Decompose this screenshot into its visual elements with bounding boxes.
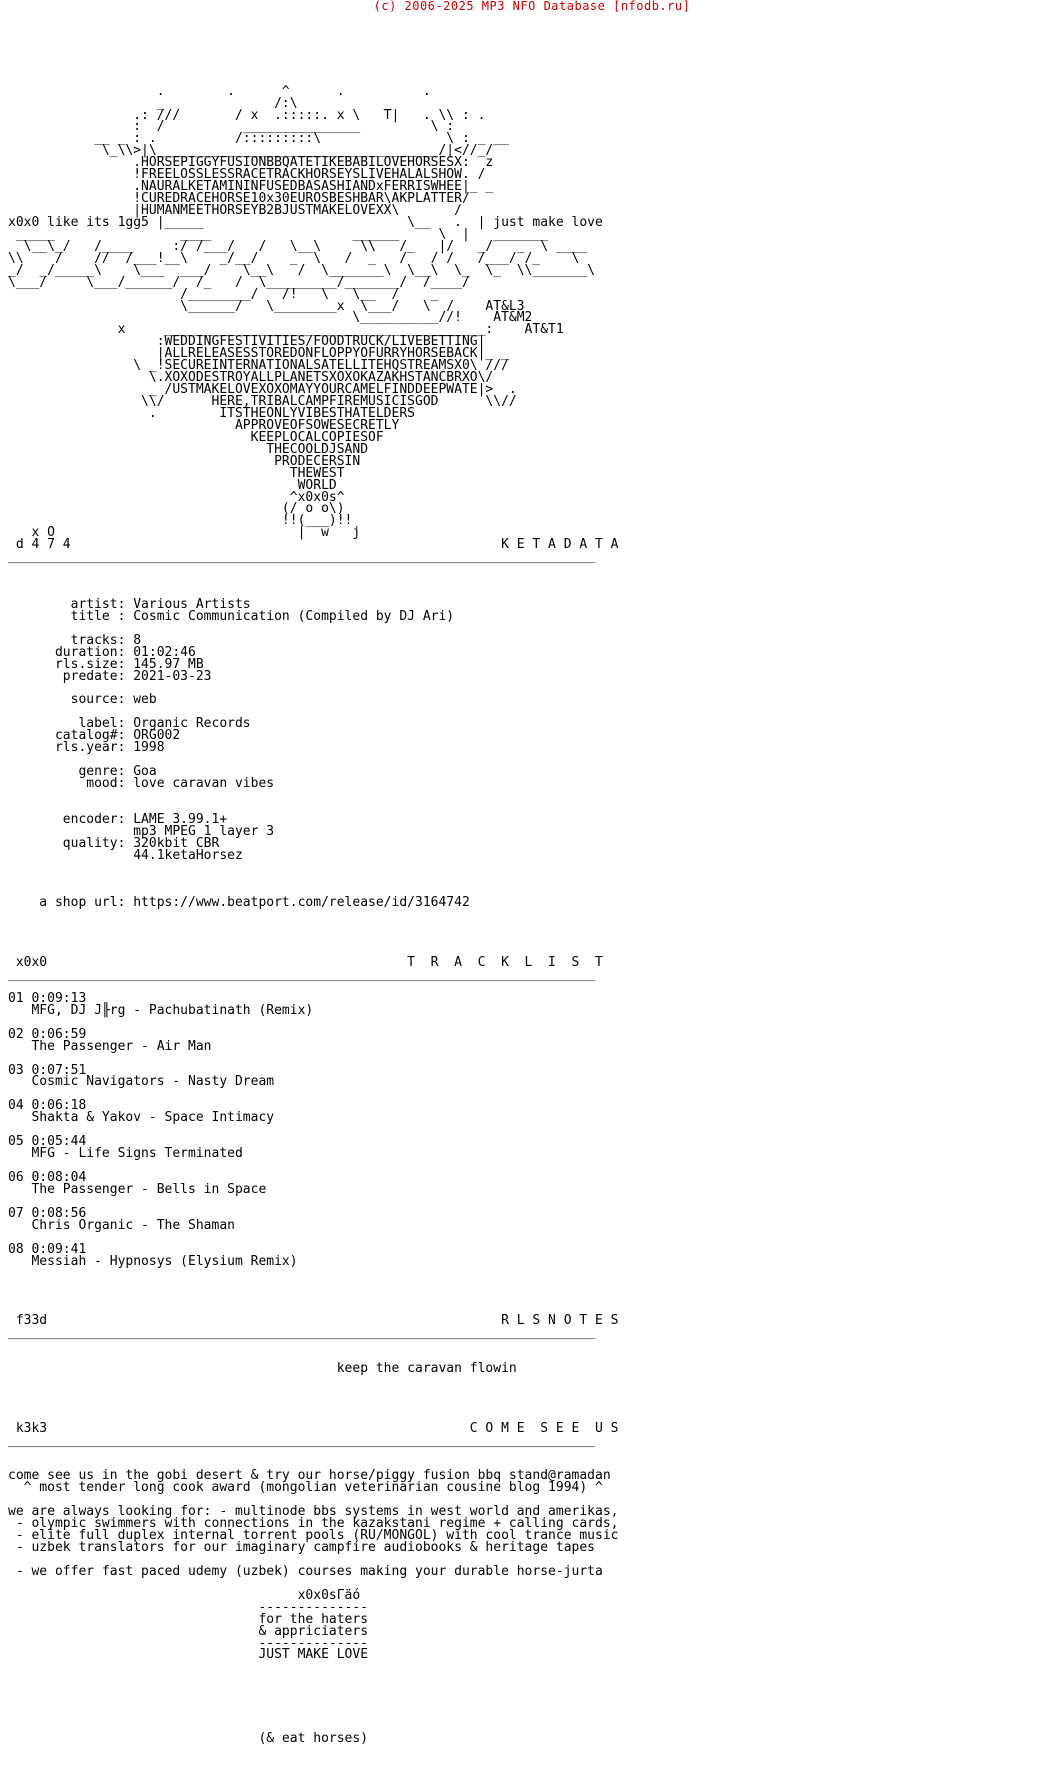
- nfo-line: .NAURALKETAMININFUSEDBASASHIANDxFERRISWHEE|_ _: [8, 179, 494, 195]
- nfo-line: _ /USTMAKELOVEXOXOMAYYOURCAMELFINDDEEPWATE|> .: [8, 382, 517, 398]
- nfo-line: Shakta & Yakov - Space Intimacy: [8, 1110, 275, 1126]
- nfo-line: 44.1ketaHorsez: [8, 847, 243, 863]
- nfo-line: d 4 7 4 K E T A D A T A: [8, 537, 619, 553]
- nfo-line: 04 0:06:18: [8, 1098, 87, 1114]
- nfo-line: --------------: [8, 1599, 369, 1615]
- nfo-line: 06 0:08:04: [8, 1169, 87, 1185]
- nfo-line: x0x0 like its 1gg5 |_____ \__ . | just make love: [8, 214, 603, 230]
- nfo-line: __ _ : . /:::::::::\ \ : _ __: [8, 131, 509, 147]
- nfo-line: Messiah - Hypnosys (Elysium Remix): [8, 1253, 298, 1269]
- nfo-line: PRODECERSIN: [8, 453, 361, 469]
- nfo-line: come see us in the gobi desert & try our horse/piggy fusion bbq stand@ramadan: [8, 1468, 611, 1484]
- nfo-line: (/ o o\): [8, 501, 345, 517]
- nfo-line: _____ ____ ______ \ | _______: [8, 226, 549, 242]
- nfo-line: \__\_/ /____ :/ /___/ / \__\ \\ /_ |/ _/ _ \ ____: [8, 238, 588, 254]
- nfo-line: \\/ HERE,TRIBALCAMPFIREMUSICISGOD \\//: [8, 394, 517, 409]
- nfo-line: quality: 320kbit CBR: [8, 835, 220, 851]
- nfo-line: label: Organic Records: [8, 716, 251, 732]
- nfo-line: encoder: LAME 3.99.1+: [8, 811, 228, 827]
- nfo-line: catalog#: ORG002: [8, 728, 181, 744]
- nfo-line: 05 0:05:44: [8, 1134, 87, 1150]
- nfo-line: (& eat horses): [8, 1731, 369, 1746]
- nfo-line: :WEDDINGFESTIVITIES/FOODTRUCK/LIVEBETTING|: [8, 334, 486, 350]
- nfo-line: ___________________________________________________________________________: [8, 549, 595, 565]
- nfo-line: - elite full duplex internal torrent pools (RU/MONGOL) with cool trance music: [8, 1528, 619, 1544]
- nfo-line: artist: Various Artists: [8, 596, 251, 612]
- nfo-line: The Passenger - Bells in Space: [8, 1181, 267, 1197]
- nfo-line: 03 0:07:51: [8, 1062, 87, 1078]
- nfo-line: tracks: 8: [8, 632, 142, 648]
- nfo-line: --------------: [8, 1635, 369, 1651]
- nfo-line: THEWEST: [8, 465, 345, 481]
- nfo-line: - uzbek translators for our imaginary campfire audiobooks & heritage tapes: [8, 1540, 595, 1555]
- nfo-line: 07 0:08:56: [8, 1205, 87, 1221]
- nfo-line: a shop url: https://www.beatport.com/release/id/3164742: [8, 895, 470, 911]
- nfo-line: x0x0 T R A C K L I S T: [8, 955, 603, 971]
- nfo-line: /________/ /! \ \__ / _: [8, 286, 439, 302]
- nfo-line: !!(___)!!: [8, 513, 353, 529]
- nfo-line: JUST MAKE LOVE: [8, 1647, 369, 1663]
- nfo-line: - we offer fast paced udemy (uzbek) courses making your durable horse-jurta: [8, 1563, 603, 1579]
- nfo-line: _ /:\ _: [8, 95, 392, 111]
- nfo-line: 02 0:06:59: [8, 1026, 87, 1042]
- nfo-line: mp3 MPEG 1 layer 3: [8, 823, 275, 839]
- nfo-line: ___________________________________________________________________________: [8, 1325, 595, 1341]
- nfo-line: WORLD: [8, 477, 337, 493]
- nfo-line: : / _______________ \ :: [8, 119, 455, 135]
- nfo-line: ___________________________________________________________________________: [8, 1432, 595, 1448]
- nfo-line: for the haters: [8, 1611, 369, 1627]
- nfo-line: \.XOXODESTROYALLPLANETSXOXOKAZAKHSTANCBRXO\/: [8, 370, 494, 386]
- nfo-line: .: /// / x .:::::. x \ T| . \\ : .: [8, 107, 486, 123]
- nfo-line: 08 0:09:41: [8, 1241, 87, 1257]
- nfo-line: KEEPLOCALCOPIESOF: [8, 429, 384, 445]
- nfo-line: . . ^ . .: [8, 83, 431, 99]
- nfo-line: The Passenger - Air Man: [8, 1038, 212, 1054]
- nfo-line: |HUMANMEETHORSEYB2BJUSTMAKELOVEXX\ /: [8, 203, 462, 218]
- nfo-line: \______/ \________x \___/ \ / AT&L3: [8, 298, 525, 314]
- nfo-line: source: web: [8, 692, 157, 708]
- nfo-line: predate: 2021-03-23: [8, 668, 212, 684]
- nfo-line: genre: Goa: [8, 764, 157, 780]
- nfo-line: ^ most tender long cook award (mongolian veterinarian cousine blog 1994) ^: [8, 1480, 603, 1496]
- nfo-line: . ITSTHEONLYVIBESTHATELDERS: [8, 405, 415, 421]
- nfo-line: |ALLRELEASESSTOREDONFLOPPYOFURRYHORSEBACK|_ _: [8, 346, 509, 362]
- nfo-line: .HORSEPIGGYFUSIONBBQATETIKEBABILOVEHORSESX: z: [8, 155, 494, 171]
- nfo-line: x0x0sГäó: [8, 1587, 361, 1603]
- nfo-line: ^x0x0s^: [8, 489, 345, 505]
- nfo-line: rls.size: 145.97 MB: [8, 656, 204, 672]
- nfo-line: x O | w j: [8, 525, 361, 541]
- nfo-line: \__________//! AT&M2: [8, 310, 533, 326]
- nfo-line: \\ / // /___!__\ _/__/ _ \ / _ / / / /___/ /_ \: [8, 250, 580, 266]
- nfo-line: APPROVEOFSOWESECRETLY: [8, 417, 400, 433]
- nfodb-copyright-banner: (c) 2006-2025 MP3 NFO Database [nfodb.ru]: [373, 0, 691, 13]
- nfo-line: rls.year: 1998: [8, 740, 165, 756]
- nfo-line: MFG, DJ J╟rg - Pachubatinath (Remix): [8, 1002, 314, 1018]
- nfo-line: Cosmic Navigators - Nasty Dream: [8, 1074, 275, 1090]
- nfo-line: 01 0:09:13: [8, 990, 87, 1006]
- nfo-line: \_\\>|\____________________________________/|<//_/: [8, 143, 494, 159]
- nfo-line: THECOOLDJSAND: [8, 441, 369, 457]
- nfo-line: keep the caravan flowin: [8, 1360, 517, 1376]
- nfo-line: !CUREDRACEHORSE10x30EUROSBESHBAR\AKPLATTER/: [8, 191, 470, 207]
- nfo-line: _/ _/_____\ \___ ___/ \__\ / \_______\ \__\ \_ \_ \\_______\: [8, 262, 595, 278]
- nfo-line: title : Cosmic Communication (Compiled by DJ Ari): [8, 608, 455, 624]
- nfo-line: mood: love caravan vibes: [8, 776, 275, 791]
- nfo-line: & appriciaters: [8, 1623, 369, 1639]
- nfo-text: [0, 14, 1064, 1745]
- nfo-line: \___/ \___/______/ /_ / \_________/_______/ /____/: [8, 274, 470, 290]
- nfo-line: MFG - Life Signs Terminated: [8, 1146, 243, 1162]
- nfo-line: Chris Organic - The Shaman: [8, 1217, 235, 1233]
- nfo-line: - olympic swimmers with connections in the kazakstani regime + calling cards,: [8, 1516, 619, 1532]
- nfo-line: !FREELOSSLESSRACETRACKHORSEYSLIVEHALALSHOW. /: [8, 167, 486, 183]
- nfo-line: f33d R L S N O T E S: [8, 1313, 619, 1329]
- nfo-line: ___________________________________________________________________________: [8, 967, 595, 982]
- nfo-line: k3k3 C O M E S E E U S: [8, 1420, 619, 1436]
- nfo-line: duration: 01:02:46: [8, 644, 196, 660]
- nfo-line: we are always looking for: - multinode bbs systems in west world and amerikas,: [8, 1504, 619, 1520]
- nfo-line: \ _!SECUREINTERNATIONALSATELLITEHQSTREAMSX0\ ///: [8, 358, 509, 374]
- nfo-line: x _________________________________________: AT&T1: [8, 322, 564, 338]
